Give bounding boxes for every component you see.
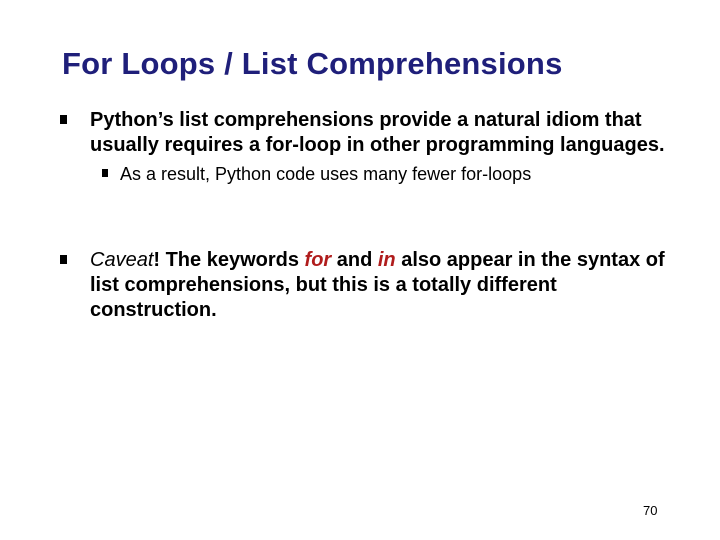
- bullet-item: [60, 248, 680, 323]
- bullet-text: ! The keywords: [153, 249, 305, 271]
- bullet-text: and: [331, 249, 378, 271]
- sub-bullet-item: [60, 163, 680, 185]
- page-number: 70: [643, 503, 658, 518]
- bullet-text-container: [60, 248, 680, 323]
- bullet-text-container: [60, 108, 680, 158]
- square-bullet-icon: [60, 255, 67, 264]
- bullet-item: [60, 108, 680, 185]
- caveat-label: Caveat: [90, 249, 154, 271]
- square-bullet-icon: [102, 169, 108, 177]
- bullet-text: Python’s list comprehensions provide a natural idiom that usually requires a for-loop in other programming languages.: [90, 109, 665, 156]
- square-bullet-icon: [60, 115, 67, 124]
- keyword-in: in: [377, 249, 396, 271]
- sub-bullet-text: As a result, Python code uses many fewer for-loops: [120, 164, 532, 184]
- slide-title: For Loops / List Comprehensions: [62, 46, 563, 81]
- keyword-for: for: [304, 249, 332, 271]
- bullet-text: also appear in the syntax of list comprehensions, but this is a totally different construction.: [90, 249, 665, 321]
